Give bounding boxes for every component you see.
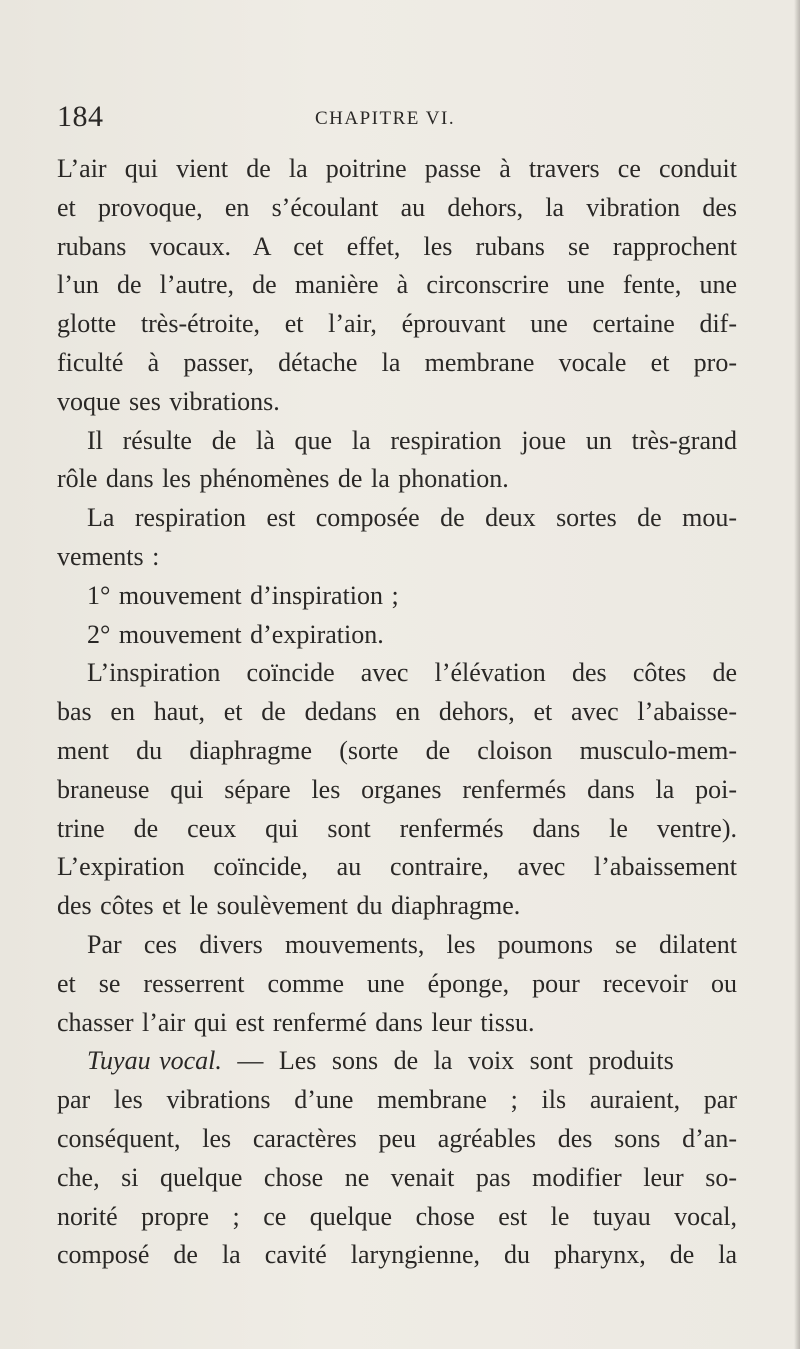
text-line xyxy=(57,1236,737,1275)
text-line xyxy=(57,1198,737,1237)
line-text: Il résulte de là que la respiration joue un très-grand xyxy=(87,425,737,455)
line-text: l’un de l’autre, de manière à circonscrire une fente, une xyxy=(57,270,737,300)
text-line xyxy=(57,189,737,228)
line-text: par les vibrations d’une membrane ; ils auraient, par xyxy=(57,1085,737,1115)
line-text: L’expiration coïncide, au contraire, avec l’abaissement xyxy=(57,852,737,882)
line-text: 1° mouvement d’inspiration ; xyxy=(87,580,399,610)
text-line xyxy=(57,926,737,965)
text-line xyxy=(57,965,737,1004)
line-text: 2° mouvement d’expiration. xyxy=(87,619,384,649)
line-text: des côtes et le soulèvement du diaphragme. xyxy=(57,891,521,921)
line-text: bas en haut, et de dedans en dehors, et avec l’abaisse- xyxy=(57,697,737,727)
text-line xyxy=(57,577,737,616)
line-text: che, si quelque chose ne venait pas modifier leur so- xyxy=(57,1162,737,1192)
text-line xyxy=(57,1042,737,1081)
text-line xyxy=(57,1120,737,1159)
text-line xyxy=(57,422,737,461)
text-line xyxy=(57,654,737,693)
line-text: voque ses vibrations. xyxy=(57,386,280,416)
text-line xyxy=(57,887,737,926)
text-line xyxy=(57,1004,737,1043)
line-text: La respiration est composée de deux sortes de mou- xyxy=(87,503,737,533)
text-line xyxy=(57,848,737,887)
text-line xyxy=(57,460,737,499)
italic-lead: Tuyau vocal. xyxy=(87,1046,222,1076)
line-text: norité propre ; ce quelque chose est le tuyau vocal, xyxy=(57,1201,737,1231)
line-text: L’air qui vient de la poitrine passe à travers ce conduit xyxy=(57,154,737,183)
text-line xyxy=(57,499,737,538)
line-text: conséquent, les caractères peu agréables des sons d’an- xyxy=(57,1123,737,1153)
line-text: ficulté à passer, détache la membrane vocale et pro- xyxy=(57,347,737,377)
line-text: rubans vocaux. A cet effet, les rubans se rapprochent xyxy=(57,231,737,261)
text-line xyxy=(57,810,737,849)
text-line xyxy=(57,344,737,383)
text-line xyxy=(57,732,737,771)
text-line xyxy=(57,150,737,189)
line-text: L’inspiration coïncide avec l’élévation des côtes de xyxy=(87,658,737,688)
line-text: Par ces divers mouvements, les poumons se dilatent xyxy=(87,929,737,959)
page-number: 184 xyxy=(57,100,104,133)
running-head: CHAPITRE VI. xyxy=(315,108,456,129)
body-text xyxy=(57,150,737,1275)
line-text: trine de ceux qui sont renfermés dans le ventre). xyxy=(57,813,737,843)
line-text: glotte très-étroite, et l’air, éprouvant une certaine dif- xyxy=(57,309,737,339)
text-line xyxy=(57,771,737,810)
line-text: vements : xyxy=(57,541,160,571)
page-header xyxy=(57,100,677,140)
text-line xyxy=(57,305,737,344)
line-text: braneuse qui sépare les organes renfermés dans la poi- xyxy=(57,774,737,804)
text-line xyxy=(57,266,737,305)
text-line xyxy=(57,538,737,577)
line-text: chasser l’air qui est renfermé dans leur tissu. xyxy=(57,1007,535,1037)
text-line xyxy=(57,1081,737,1120)
line-text: ment du diaphragme (sorte de cloison musculo-mem- xyxy=(57,735,737,765)
text-line xyxy=(57,616,737,655)
text-line xyxy=(57,693,737,732)
page-edge-shadow xyxy=(794,0,800,1349)
line-text: et provoque, en s’écoulant au dehors, la vibration des xyxy=(57,192,737,222)
line-text: et se resserrent comme une éponge, pour recevoir ou xyxy=(57,968,737,998)
line-text: — Les sons de la voix sont produits xyxy=(221,1046,674,1076)
line-text: composé de la cavité laryngienne, du pharynx, de la xyxy=(57,1240,737,1270)
text-line xyxy=(57,228,737,267)
text-line xyxy=(57,1159,737,1198)
text-line xyxy=(57,383,737,422)
line-text: rôle dans les phénomènes de la phonation. xyxy=(57,464,509,494)
